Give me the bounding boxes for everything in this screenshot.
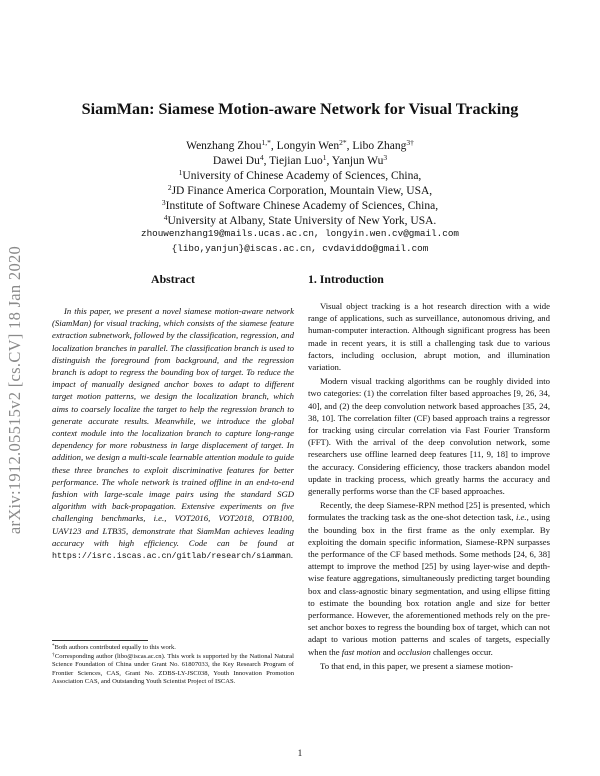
footnote-text: Both authors contributed equally to this work. — [54, 644, 176, 651]
footnote — [52, 644, 294, 653]
affiliation-mark: 1 — [178, 168, 183, 177]
affiliation-text: University at Albany, State University of New York, USA. — [167, 215, 437, 227]
text-run: Recently, the deep Siamese-RPN method [25] is presented, which formulates the tracking task as the one-shot detection task, — [308, 500, 550, 523]
abstract-end: . — [291, 550, 294, 561]
author-mark: 4 — [259, 153, 264, 162]
affiliation-text: University of Chinese Academy of Sciences, China, — [182, 170, 422, 182]
affiliation — [0, 199, 600, 214]
author-line-1: Wenzhang Zhou$^{1,*}$, Longyin Wen$^{2*}$, Libo Zhang$^{3\dagger}$ — [186, 138, 414, 152]
text-run-italic: occlusion — [397, 646, 431, 657]
abstract-text — [52, 305, 294, 563]
author-mark: 2* — [339, 138, 347, 147]
footnote — [52, 653, 294, 687]
page-number: 1 — [297, 749, 303, 759]
text-run-italic: fast motion — [341, 646, 381, 657]
paragraph: Visual object tracking is a hot research direction with a wide range of applications, such as surveillance, autonomous driving, and human-computer interaction. Although significant progress has been made in recent years, it is still a challenging task due to various factors, including occlusion, abrupt motion, and illumination variation. — [308, 301, 550, 373]
paragraph: To that end, in this paper, we present a siamese motion- — [320, 660, 514, 671]
paragraph: Modern visual tracking algorithms can be roughly divided into two categories: (1) the correlation filter based approaches [9, 26, 34, 40], and (2) the deep convolution network based approaches [35, 24, 38, 10]. The correlation filter (CF) based approach trains a regressor for tracking using circular correlation via Fast Fourier Transform (FFT). With the arrival of the deep convolution network, some researchers use offline learned deep features [11, 9, 18] to improve the accuracy. Considering efficiency, those trackers abandon model update in tracking process, which greatly harms the accuracy and generally performs worse than the CF based approaches. — [308, 376, 550, 497]
footnotes — [52, 640, 294, 687]
introduction-body — [308, 300, 550, 672]
author-mark: 3 — [383, 153, 388, 162]
email-block — [0, 226, 600, 256]
author-block — [0, 139, 600, 229]
arxiv-id: arXiv:1912.05515v2 [cs.CV] 18 Jan 2020 — [5, 245, 24, 535]
affiliation-text: JD Finance America Corporation, Mountain View, USA, — [171, 185, 433, 197]
author-mark: 3† — [406, 138, 414, 147]
abstract-heading: Abstract — [151, 272, 195, 286]
text-run-italic: i.e. — [515, 512, 527, 523]
left-column — [52, 272, 294, 563]
text-run: and — [380, 646, 398, 657]
author-name: Libo Zhang — [352, 140, 407, 152]
introduction-heading: 1. Introduction — [308, 272, 384, 286]
email-line: zhouwenzhang19@mails.ucas.ac.cn, longyin.wen.cv@gmail.com — [140, 228, 459, 239]
footnote-divider — [52, 640, 148, 641]
affiliation-mark: 4 — [163, 213, 168, 222]
right-column — [308, 272, 550, 674]
text-run: , using the bounding box in the first frame as the only exemplar. By exploiting the domain specific information, Siamese-RPN surpasses the performance of the CF based methods. Some methods [24, 6, 38] attempt to improve the method [25] by using layer-wise and depth-wise feature aggregations, simultaneously predicting target bounding box and class-agnostic binary segmentation, and using ellipse fitting to estimate the bounding box rotation angle and size for better performance. However, the aforementioned methods rely on the pre-set anchor boxes to regress the bounding box of target, which can not adapt to various motion patterns and scales of targets, especially when the — [308, 512, 550, 657]
code-url-link[interactable]: https://isrc.iscas.ac.cn/gitlab/research/siamman — [52, 552, 291, 562]
affiliation — [0, 184, 600, 199]
author-name: Wenzhang Zhou — [186, 140, 262, 152]
author-mark: 1,* — [261, 138, 271, 147]
footnote-mark: † — [52, 652, 55, 658]
affiliation — [0, 169, 600, 184]
affiliation-mark: 3 — [161, 198, 166, 207]
paper-title: SiamMan: Siamese Motion-aware Network for Visual Tracking — [81, 100, 519, 118]
affiliation-text: Institute of Software Chinese Academy of Sciences, China, — [165, 200, 439, 212]
affiliation-mark: 2 — [167, 183, 172, 192]
author-line-2: Dawei Du$^4$, Tiejian Luo$^1$, Yanjun Wu$^3$ — [212, 153, 388, 167]
abstract-body: In this paper, we present a novel siamese motion-aware network (SiamMan) for visual tracking, which consists of the siamese feature extraction subnetwork, followed by the classification, regression, and localization branches in parallel. The classification branch is used to distinguish the foreground from background, and the regression branch is adopt to regress the bounding box of target. To reduce the impact of manually designed anchor boxes to adapt to different target motion patterns, we design the localization branch, which aims to coarsely localize the target to help the regression branch to generate accurate results. Meanwhile, we introduce the global context module into the localization branch to capture long-range dependency for more robustness in large displacement of target. In addition, we design a multi-scale learnable attention module to guide these three branches to exploit discriminative features for better performance. The whole network is trained offline in an end-to-end fashion with large-scale image pairs using the standard SGD algorithm with back-propagation. Extensive experiments on five challenging benchmarks, i.e., VOT2016, VOT2018, OTB100, UAV123 and LTB35, demonstrate that SiamMan achieves leading accuracy with high efficiency. Code can be found at — [52, 306, 294, 548]
footnote-text: Corresponding author (libo@iscas.ac.cn). This work is supported by the National Natural Science Foundation of China under Grant No. 61807033, the Key Research Program of Frontier Sciences, CAS, Grant No. ZDBS-LY-JSC038, Youth Innovation Promotion Association CAS, and Outstanding Youth Scientist Project of ISCAS. — [52, 652, 295, 686]
email-line: {libo,yanjun}@iscas.ac.cn, cvdaviddo@gmail.com — [171, 243, 429, 254]
author-name: Dawei Du — [212, 155, 260, 167]
author-name: Tiejian Luo — [269, 155, 323, 167]
paragraph — [308, 499, 550, 658]
text-run: challenges occur. — [430, 646, 493, 657]
author-name: Longyin Wen — [276, 140, 340, 152]
footnote-mark: * — [52, 644, 55, 649]
author-name: Yanjun Wu — [331, 155, 384, 167]
author-mark: 1 — [322, 153, 327, 162]
